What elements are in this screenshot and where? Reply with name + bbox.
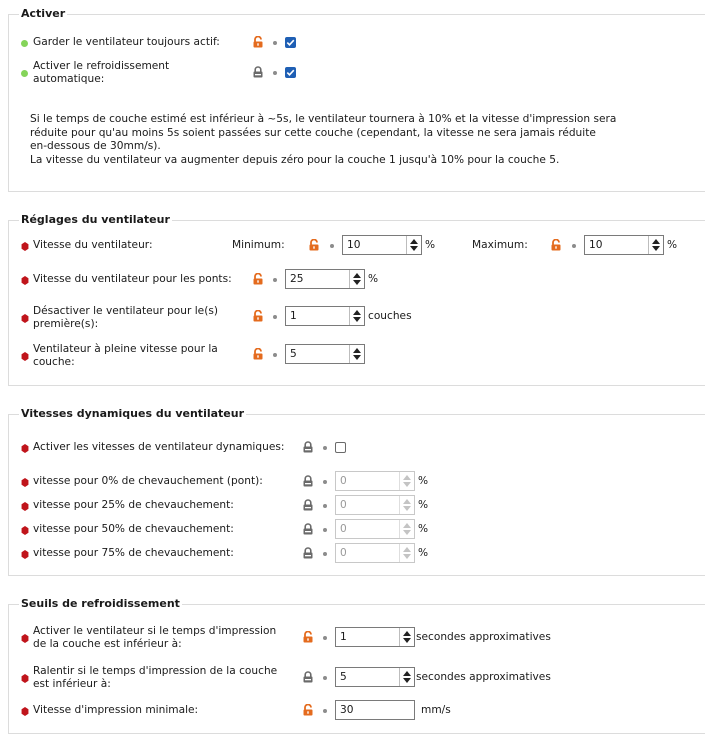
spin-arrows[interactable]	[399, 668, 414, 686]
locked-lock-icon[interactable]	[252, 66, 264, 78]
max-label: Maximum:	[472, 239, 528, 251]
spin-arrows[interactable]	[349, 345, 364, 363]
group-fan-settings	[8, 213, 705, 386]
separator-dot-icon	[273, 71, 277, 75]
spin-arrows[interactable]	[399, 520, 414, 538]
spin-arrows[interactable]	[349, 307, 364, 325]
arrow-down-icon[interactable]	[403, 482, 411, 487]
enable-fan-threshold-value: 1	[340, 631, 347, 643]
separator-dot-icon	[323, 552, 327, 556]
overlap-speed-label: vitesse pour 25% de chevauchement:	[33, 499, 234, 511]
disable-fan-layers-value: 1	[290, 310, 297, 322]
fan-speed-label: Vitesse du ventilateur:	[33, 239, 153, 251]
checkmark-icon	[285, 67, 296, 78]
red-hexagon-icon	[21, 352, 29, 361]
separator-dot-icon	[323, 480, 327, 484]
arrow-down-icon[interactable]	[403, 638, 411, 643]
cooling-description	[30, 113, 700, 167]
description-line: La vitesse du ventilateur va augmenter depuis zéro pour la couche 1 jusqu'à 10% pour la couche 5.	[30, 153, 560, 166]
full-speed-label-1: Ventilateur à pleine vitesse pour la	[33, 343, 218, 355]
arrow-up-icon[interactable]	[403, 523, 411, 528]
arrow-down-icon[interactable]	[403, 506, 411, 511]
locked-lock-icon[interactable]	[302, 523, 314, 535]
arrow-down-icon[interactable]	[403, 554, 411, 559]
description-line: en-dessous de 30mm/s).	[30, 140, 161, 152]
full-speed-layer-value: 5	[290, 348, 297, 360]
unit-label: %	[418, 547, 429, 559]
unit-label: couches	[368, 310, 412, 322]
enable-fan-threshold-label-2: de la couche est inférieur à:	[33, 638, 182, 650]
overlap-speed-label: vitesse pour 50% de chevauchement:	[33, 523, 234, 535]
unit-label: secondes approximatives	[416, 671, 551, 683]
group-title-activer: Activer	[21, 7, 66, 20]
arrow-up-icon[interactable]	[403, 631, 411, 636]
disable-fan-layers-input[interactable]	[285, 306, 365, 326]
red-hexagon-icon	[21, 444, 29, 453]
group-title-thresholds: Seuils de refroidissement	[21, 597, 180, 610]
auto-cooling-label-1: Activer le refroidissement	[33, 60, 170, 72]
unlocked-lock-icon[interactable]	[302, 704, 314, 716]
separator-dot-icon	[330, 244, 334, 248]
arrow-down-icon[interactable]	[403, 530, 411, 535]
min-print-speed-value: 30	[340, 704, 354, 716]
arrow-down-icon[interactable]	[353, 280, 361, 285]
red-hexagon-icon	[21, 502, 29, 511]
spin-arrows[interactable]	[648, 236, 663, 254]
bridge-fan-speed-value: 25	[290, 273, 304, 285]
locked-lock-icon[interactable]	[302, 475, 314, 487]
group-cooling-thresholds	[8, 597, 705, 734]
separator-dot-icon	[273, 315, 277, 319]
arrow-up-icon[interactable]	[410, 239, 418, 244]
group-title-dynamic-fan: Vitesses dynamiques du ventilateur	[21, 407, 245, 420]
locked-lock-icon[interactable]	[302, 547, 314, 559]
separator-dot-icon	[323, 504, 327, 508]
slowdown-threshold-value: 5	[340, 671, 347, 683]
unit-label: secondes approximatives	[416, 631, 551, 643]
separator-dot-icon	[572, 244, 576, 248]
overlap-speed-label: vitesse pour 75% de chevauchement:	[33, 547, 234, 559]
unit-label: %	[418, 523, 429, 535]
slowdown-threshold-label-1: Ralentir si le temps d'impression de la couche	[33, 665, 278, 677]
separator-dot-icon	[323, 528, 327, 532]
status-dot-icon	[21, 40, 28, 47]
spin-arrows[interactable]	[399, 472, 414, 490]
keep-fan-checkbox[interactable]	[285, 37, 296, 48]
min-label: Minimum:	[232, 239, 285, 251]
overlap-speed-value: 0	[340, 547, 347, 559]
overlap-speed-value: 0	[340, 499, 347, 511]
locked-lock-icon[interactable]	[302, 441, 314, 453]
overlap-speed-input[interactable]	[335, 519, 415, 539]
bridge-fan-speed-input[interactable]	[285, 269, 365, 289]
enable-fan-threshold-input[interactable]	[335, 627, 415, 647]
group-dynamic-fan	[8, 407, 705, 576]
separator-dot-icon	[323, 676, 327, 680]
unit-label: %	[368, 273, 379, 285]
arrow-down-icon[interactable]	[353, 355, 361, 360]
red-hexagon-icon	[21, 242, 29, 251]
spin-arrows[interactable]	[399, 544, 414, 562]
unlocked-lock-icon[interactable]	[550, 239, 562, 251]
arrow-up-icon[interactable]	[403, 671, 411, 676]
unlocked-lock-icon[interactable]	[252, 348, 264, 360]
min-fan-speed-input[interactable]	[342, 235, 422, 255]
bridge-fan-speed-label: Vitesse du ventilateur pour les ponts:	[33, 273, 232, 285]
full-speed-label-2: couche:	[33, 356, 75, 368]
spin-arrows[interactable]	[399, 496, 414, 514]
disable-fan-label-2: première(s):	[33, 318, 99, 330]
unit-label: %	[667, 239, 678, 251]
separator-dot-icon	[273, 353, 277, 357]
auto-cooling-checkbox[interactable]	[285, 67, 296, 78]
overlap-speed-input[interactable]	[335, 495, 415, 515]
unlocked-lock-icon[interactable]	[252, 36, 264, 48]
enable-fan-threshold-label-1: Activer le ventilateur si le temps d'impression	[33, 625, 277, 637]
unlocked-lock-icon[interactable]	[302, 631, 314, 643]
unit-label: mm/s	[421, 704, 451, 716]
min-fan-speed-value: 10	[347, 239, 361, 251]
arrow-up-icon[interactable]	[353, 310, 361, 315]
arrow-down-icon[interactable]	[353, 317, 361, 322]
separator-dot-icon	[273, 41, 277, 45]
red-hexagon-icon	[21, 550, 29, 559]
arrow-down-icon[interactable]	[403, 678, 411, 683]
overlap-speed-value: 0	[340, 523, 347, 535]
unit-label: %	[425, 239, 436, 251]
group-title-fan-settings: Réglages du ventilateur	[21, 213, 170, 226]
arrow-up-icon[interactable]	[353, 273, 361, 278]
separator-dot-icon	[323, 709, 327, 713]
overlap-speed-input[interactable]	[335, 471, 415, 491]
disable-fan-label-1: Désactiver le ventilateur pour le(s)	[33, 305, 218, 317]
min-print-speed-label: Vitesse d'impression minimale:	[33, 704, 199, 716]
description-line: réduite pour qu'au moins 5s soient passées sur cette couche (cependant, la vitesse ne sera jamais réduite	[30, 126, 596, 139]
dynamic-enable-label: Activer les vitesses de ventilateur dynamiques:	[33, 441, 285, 453]
unlocked-lock-icon[interactable]	[252, 273, 264, 285]
spin-arrows[interactable]	[406, 236, 421, 254]
keep-fan-label: Garder le ventilateur toujours actif:	[33, 36, 220, 48]
checkmark-icon	[285, 37, 296, 48]
overlap-speed-value: 0	[340, 475, 347, 487]
locked-lock-icon[interactable]	[302, 499, 314, 511]
group-activer	[8, 7, 705, 192]
spin-arrows[interactable]	[399, 628, 414, 646]
unlocked-lock-icon[interactable]	[308, 239, 320, 251]
description-line: Si le temps de couche estimé est inférieur à ~5s, le ventilateur tournera à 10% et la vitesse d'impression sera	[30, 113, 617, 125]
max-fan-speed-value: 10	[589, 239, 603, 251]
full-speed-layer-input[interactable]	[285, 344, 365, 364]
red-hexagon-icon	[21, 478, 29, 487]
arrow-up-icon[interactable]	[652, 239, 660, 244]
spin-arrows[interactable]	[349, 270, 364, 288]
unlocked-lock-icon[interactable]	[252, 310, 264, 322]
red-hexagon-icon	[21, 674, 29, 683]
unit-label: %	[418, 499, 429, 511]
slowdown-threshold-label-2: est inférieur à:	[33, 678, 111, 690]
overlap-speed-input[interactable]	[335, 543, 415, 563]
separator-dot-icon	[273, 278, 277, 282]
red-hexagon-icon	[21, 314, 29, 323]
status-dot-icon	[21, 70, 28, 77]
arrow-up-icon[interactable]	[353, 348, 361, 353]
dynamic-enable-checkbox[interactable]	[335, 442, 346, 453]
arrow-down-icon[interactable]	[652, 246, 660, 251]
arrow-down-icon[interactable]	[410, 246, 418, 251]
red-hexagon-icon	[21, 707, 29, 716]
slowdown-threshold-input[interactable]	[335, 667, 415, 687]
arrow-up-icon[interactable]	[403, 499, 411, 504]
overlap-speed-label: vitesse pour 0% de chevauchement (pont):	[33, 475, 263, 487]
red-hexagon-icon	[21, 634, 29, 643]
locked-lock-icon[interactable]	[302, 671, 314, 683]
max-fan-speed-input[interactable]	[584, 235, 664, 255]
separator-dot-icon	[323, 446, 327, 450]
red-hexagon-icon	[21, 526, 29, 535]
unit-label: %	[418, 475, 429, 487]
min-print-speed-input[interactable]	[335, 700, 415, 720]
arrow-up-icon[interactable]	[403, 547, 411, 552]
arrow-up-icon[interactable]	[403, 475, 411, 480]
separator-dot-icon	[323, 636, 327, 640]
red-hexagon-icon	[21, 276, 29, 285]
auto-cooling-label-2: automatique:	[33, 73, 105, 85]
